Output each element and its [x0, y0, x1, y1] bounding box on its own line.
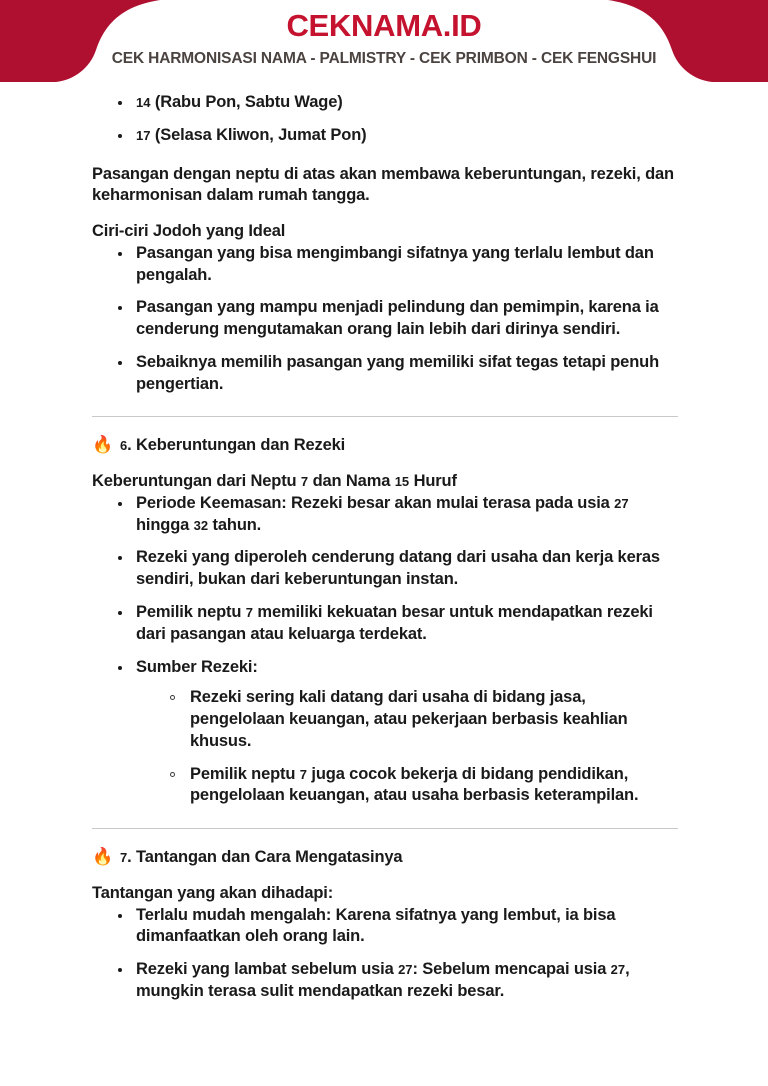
list-item — [92, 493, 678, 537]
section-number: 6 — [120, 438, 128, 454]
list-item — [92, 125, 678, 147]
section-title: . Tantangan dan Cara Mengatasinya — [127, 848, 403, 867]
jodoh-heading: Ciri-ciri Jodoh yang Ideal — [92, 222, 286, 241]
section-divider — [92, 828, 678, 829]
inline-text: juga cocok bekerja di bidang pendidikan, pengelolaan keuangan, atau usaha berbasis keterampilan. — [190, 764, 639, 805]
page-title: CEKNAMA.ID — [286, 8, 482, 43]
inline-text: hingga — [136, 515, 194, 534]
section-7-heading — [92, 847, 678, 869]
list-item: Sebaiknya memilih pasangan yang memiliki sifat tegas tetapi penuh pengertian. — [92, 352, 678, 396]
subheading-text-b: dan Nama — [308, 472, 395, 491]
inline-number: 32 — [193, 517, 209, 533]
intro-paragraph: Pasangan dengan neptu di atas akan membawa keberuntungan, rezeki, dan keharmonisan dalam rumah tangga. — [92, 164, 674, 205]
neptu-value: 14 — [136, 95, 151, 110]
list-item — [92, 547, 678, 591]
jodoh-list — [92, 243, 678, 396]
document-body — [0, 82, 768, 1003]
subheading-text-c: Huruf — [409, 472, 457, 491]
inline-text: memiliki kekuatan besar untuk mendapatkan rezeki dari pasangan atau keluarga terdekat. — [136, 603, 653, 643]
inline-text: Rezeki sering kali datang dari usaha di bidang jasa, pengelolaan keuangan, atau pekerjaan berbasis keahlian khusus. — [190, 688, 628, 750]
list-item: Pasangan yang bisa mengimbangi sifatnya yang terlalu lembut dan pengalah. — [92, 243, 678, 287]
section-number: 7 — [120, 850, 128, 866]
huruf-number: 15 — [394, 474, 410, 490]
inline-text: Rezeki yang lambat sebelum usia — [136, 960, 399, 979]
neptu-list — [92, 92, 678, 147]
section-7-subheading: Tantangan yang akan dihadapi: — [92, 883, 334, 902]
list-item — [92, 905, 678, 949]
inline-text: Terlalu mudah mengalah: Karena sifatnya yang lembut, ia bisa dimanfaatkan oleh orang lain. — [136, 905, 616, 946]
neptu-days: (Rabu Pon, Sabtu Wage) — [154, 93, 343, 111]
section-title: . Keberuntungan dan Rezeki — [127, 436, 346, 455]
list-item — [92, 602, 678, 646]
keberuntungan-list — [92, 493, 678, 807]
inline-number: 7 — [245, 605, 253, 621]
section-6-subheading — [92, 471, 678, 493]
neptu-value: 17 — [136, 127, 151, 143]
subheading-text-a: Keberuntungan dari Neptu — [92, 472, 301, 491]
list-item — [92, 959, 678, 1003]
inline-text: , mungkin terasa sulit mendapatkan rezeki besar. — [136, 960, 630, 1000]
site-header — [0, 0, 768, 82]
inline-text: : Sebelum mencapai usia — [412, 960, 611, 979]
sumber-rezeki-label: Sumber Rezeki: — [136, 657, 258, 676]
list-item: Pasangan yang mampu menjadi pelindung dan pemimpin, karena ia cenderung mengutamakan orang lain lebih dari dirinya sendiri. — [92, 297, 678, 341]
inline-text: tahun. — [208, 515, 262, 534]
list-item — [136, 764, 678, 808]
section-divider — [92, 416, 678, 417]
header-subtitle: CEK HARMONISASI NAMA - PALMISTRY - CEK PRIMBON - CEK FENGSHUI — [111, 50, 657, 67]
list-item — [92, 657, 678, 808]
fire-icon: 🔥 — [92, 435, 114, 455]
inline-number: 7 — [299, 766, 307, 782]
neptu-number: 7 — [300, 474, 309, 490]
inline-text: Periode Keemasan: Rezeki besar akan mulai terasa pada usia — [136, 493, 615, 512]
inline-text: Pemilik neptu — [190, 764, 300, 783]
list-item — [92, 92, 678, 114]
fire-icon: 🔥 — [92, 847, 114, 867]
list-item — [136, 687, 678, 752]
inline-number: 27 — [610, 962, 626, 978]
inline-number: 27 — [614, 495, 629, 511]
inline-text: Pemilik neptu — [136, 603, 246, 622]
inline-text: Rezeki yang diperoleh cenderung datang dari usaha dan kerja keras sendiri, bukan dari keberuntungan instan. — [136, 548, 660, 589]
inline-number: 27 — [398, 962, 413, 978]
neptu-days: (Selasa Kliwon, Jumat Pon) — [154, 125, 367, 144]
sumber-rezeki-list — [136, 687, 678, 807]
tantangan-list — [92, 905, 678, 1003]
section-6-heading — [92, 435, 678, 457]
